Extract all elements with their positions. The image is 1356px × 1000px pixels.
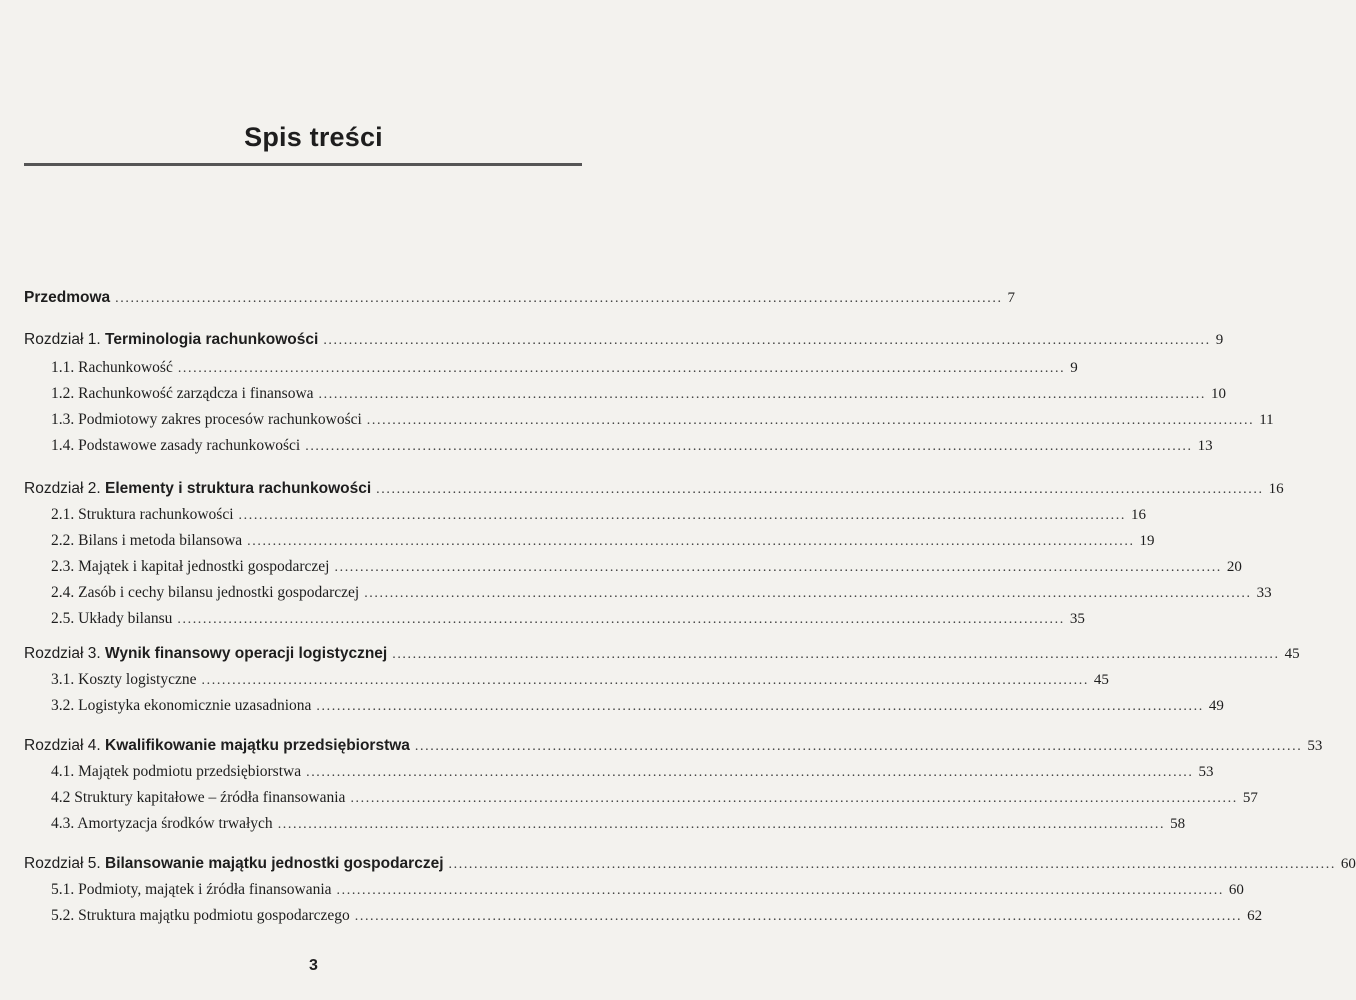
toc-preface <box>0 289 1016 311</box>
section-page: 13 <box>1197 438 1213 454</box>
toc-section <box>0 610 1085 632</box>
section-label: 3.1. Koszty logistyczne <box>51 671 197 688</box>
section-label: 5.1. Podmioty, majątek i źródła finansowania <box>51 881 332 898</box>
page-title: Spis treści <box>244 122 383 152</box>
toc-section <box>0 411 1274 433</box>
section-page: 35 <box>1069 611 1085 627</box>
dot-leader: .............................................................................................................................................................................. <box>316 699 1204 714</box>
dot-leader: .............................................................................................................................................................................. <box>414 739 1303 754</box>
toc-chapter-5 <box>0 855 1356 877</box>
section-page: 53 <box>1198 764 1214 780</box>
toc-chapter-1 <box>0 331 1224 353</box>
section-label: 1.1. Rachunkowość <box>51 359 173 376</box>
toc-section <box>0 789 1258 811</box>
dot-leader: .............................................................................................................................................................................. <box>376 482 1264 497</box>
dot-leader: .............................................................................................................................................................................. <box>354 909 1243 924</box>
section-label: 2.5. Układy bilansu <box>51 610 173 627</box>
chapter-title: Elementy i struktura rachunkowości <box>105 480 372 497</box>
chapter-page: 53 <box>1307 738 1323 754</box>
chapter-number: Rozdział 5. <box>24 855 101 872</box>
section-page: 19 <box>1139 533 1155 549</box>
dot-leader: .............................................................................................................................................................................. <box>366 413 1255 428</box>
dot-leader: .............................................................................................................................................................................. <box>177 361 1066 376</box>
dot-leader: .............................................................................................................................................................................. <box>201 673 1089 688</box>
toc-section <box>0 697 1224 719</box>
dot-leader: .............................................................................................................................................................................. <box>392 647 1280 662</box>
dot-leader: .............................................................................................................................................................................. <box>323 333 1211 348</box>
chapter-number: Rozdział 4. <box>24 737 101 754</box>
dot-leader: .............................................................................................................................................................................. <box>277 817 1166 832</box>
dot-leader: .............................................................................................................................................................................. <box>364 586 1252 601</box>
chapter-number: Rozdział 2. <box>24 480 101 497</box>
section-label: 5.2. Struktura majątku podmiotu gospodarczego <box>51 907 350 924</box>
section-page: 60 <box>1228 882 1244 898</box>
section-page: 62 <box>1247 908 1263 924</box>
toc-preface-label: Przedmowa <box>24 289 111 306</box>
dot-leader: .............................................................................................................................................................................. <box>336 883 1224 898</box>
section-page: 11 <box>1259 412 1274 428</box>
section-page: 33 <box>1256 585 1272 601</box>
chapter-page: 45 <box>1284 646 1300 662</box>
section-label: 4.1. Majątek podmiotu przedsiębiorstwa <box>51 763 302 780</box>
toc-section <box>0 532 1155 554</box>
section-label: 1.3. Podmiotowy zakres procesów rachunkowości <box>51 411 362 428</box>
toc-chapter-4 <box>0 737 1323 759</box>
chapter-page: 60 <box>1340 856 1356 872</box>
chapter-page: 9 <box>1215 332 1224 348</box>
section-page: 49 <box>1208 698 1224 714</box>
toc-section <box>0 558 1242 580</box>
dot-leader: .............................................................................................................................................................................. <box>177 612 1065 627</box>
toc-section <box>0 385 1226 407</box>
dot-leader: .............................................................................................................................................................................. <box>306 765 1194 780</box>
toc-section <box>0 671 1109 693</box>
section-page: 45 <box>1093 672 1109 688</box>
section-page: 10 <box>1210 386 1226 402</box>
toc-preface-page: 7 <box>1007 290 1016 306</box>
section-page: 58 <box>1170 816 1186 832</box>
chapter-number: Rozdział 1. <box>24 331 101 348</box>
dot-leader: .............................................................................................................................................................................. <box>318 387 1206 402</box>
toc-section <box>0 437 1213 459</box>
dot-leader: .............................................................................................................................................................................. <box>115 291 1003 306</box>
section-page: 9 <box>1070 360 1078 376</box>
section-label: 2.1. Struktura rachunkowości <box>51 506 234 523</box>
toc-section <box>0 506 1146 528</box>
page-number: 3 <box>309 957 318 974</box>
chapter-title: Kwalifikowanie majątku przedsiębiorstwa <box>105 737 410 754</box>
section-label: 2.4. Zasób i cechy bilansu jednostki gospodarczej <box>51 584 360 601</box>
toc-section <box>0 907 1263 929</box>
section-page: 16 <box>1130 507 1146 523</box>
section-label: 1.2. Rachunkowość zarządcza i finansowa <box>51 385 314 402</box>
section-page: 57 <box>1242 790 1258 806</box>
dot-leader: .............................................................................................................................................................................. <box>305 439 1193 454</box>
toc-chapter-3 <box>0 645 1300 667</box>
section-label: 4.3. Amortyzacja środków trwałych <box>51 815 273 832</box>
section-label: 2.2. Bilans i metoda bilansowa <box>51 532 243 549</box>
chapter-number: Rozdział 3. <box>24 645 101 662</box>
dot-leader: .............................................................................................................................................................................. <box>448 857 1336 872</box>
chapter-title: Bilansowanie majątku jednostki gospodarczej <box>105 855 444 872</box>
dot-leader: .............................................................................................................................................................................. <box>247 534 1135 549</box>
chapter-page: 16 <box>1268 481 1284 497</box>
dot-leader: .............................................................................................................................................................................. <box>350 791 1238 806</box>
toc-section <box>0 815 1186 837</box>
chapter-title: Terminologia rachunkowości <box>105 331 319 348</box>
toc-section <box>0 881 1244 903</box>
section-label: 2.3. Majątek i kapitał jednostki gospodarczej <box>51 558 330 575</box>
chapter-title: Wynik finansowy operacji logistycznej <box>105 645 388 662</box>
section-label: 3.2. Logistyka ekonomicznie uzasadniona <box>51 697 312 714</box>
section-label: 4.2 Struktury kapitałowe – źródła finansowania <box>51 789 346 806</box>
dot-leader: .............................................................................................................................................................................. <box>238 508 1126 523</box>
toc-chapter-2 <box>0 480 1284 502</box>
toc-section <box>0 584 1272 606</box>
dot-leader: .............................................................................................................................................................................. <box>334 560 1222 575</box>
toc-section <box>0 763 1214 785</box>
section-label: 1.4. Podstawowe zasady rachunkowości <box>51 437 301 454</box>
section-page: 20 <box>1226 559 1242 575</box>
toc-section <box>0 359 1078 381</box>
